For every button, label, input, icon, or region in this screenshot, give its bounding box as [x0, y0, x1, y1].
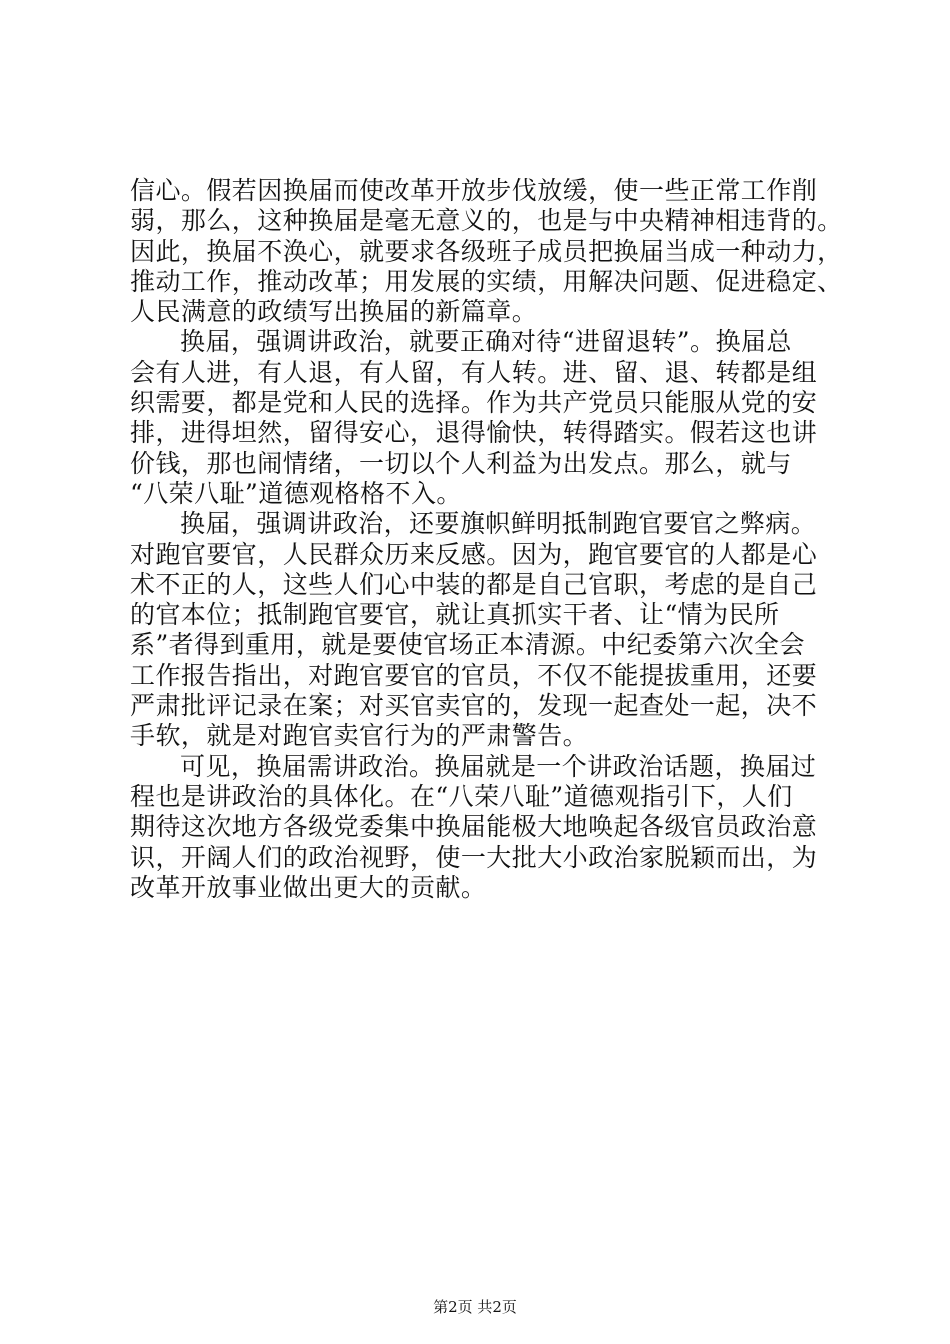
text-line: 系”者得到重用，就是要使官场正本清源。中纪委第六次全会 [130, 630, 805, 660]
text-line: 工作报告指出，对跑官要官的官员，不仅不能提拔重用，还要 [130, 660, 818, 690]
paragraph-first-line: 换届，强调讲政治，还要旗帜鲜明抵制跑官要官之弊病。 [180, 509, 817, 539]
text-line: “八荣八耻”道德观格格不入。 [130, 478, 462, 508]
text-line: 期待这次地方各级党委集中换届能极大地唤起各级官员政治意 [130, 812, 818, 842]
text-line: 对跑官要官，人民群众历来反感。因为，跑官要官的人都是心 [130, 539, 818, 569]
paragraph-first-line: 可见，换届需讲政治。换届就是一个讲政治话题，换届过 [180, 751, 817, 781]
text-line: 信心。假若因换届而使改革开放步伐放缓，使一些正常工作削 [130, 176, 818, 205]
text-line: 织需要，都是党和人民的选择。作为共产党员只能服从党的安 [130, 388, 818, 418]
document-body [130, 176, 843, 903]
text-line: 因此，换届不涣心，就要求各级班子成员把换届当成一种动力， [130, 236, 843, 266]
text-line: 排，进得坦然，留得安心，退得愉快，转得踏实。假若这也讲 [130, 418, 818, 448]
text-line: 会有人进，有人退，有人留，有人转。进、留、退、转都是组 [130, 357, 818, 387]
paragraph-first-line: 换届，强调讲政治，就要正确对待“进留退转”。换届总 [180, 327, 792, 357]
text-line: 的官本位；抵制跑官要官，就让真抓实干者、让“情为民所 [130, 600, 780, 630]
text-line: 价钱，那也闹情绪，一切以个人利益为出发点。那么，就与 [130, 448, 792, 478]
page-number-footer: 第2页 共2页 [433, 1298, 517, 1316]
text-line: 识，开阔人们的政治视野，使一大批大小政治家脱颖而出，为 [130, 842, 818, 872]
text-line: 严肃批评记录在案；对买官卖官的，发现一起查处一起，决不 [130, 691, 818, 721]
text-line: 手软，就是对跑官卖官行为的严肃警告。 [130, 721, 589, 751]
text-line: 改革开放事业做出更大的贡献。 [130, 872, 487, 902]
text-line: 推动工作，推动改革；用发展的实绩，用解决问题、促进稳定、 [130, 266, 843, 296]
text-line: 弱，那么，这种换届是毫无意义的，也是与中央精神相违背的。 [130, 206, 843, 236]
text-line: 程也是讲政治的具体化。在“八荣八耻”道德观指引下，人们 [130, 781, 793, 811]
text-line: 术不正的人，这些人们心中装的都是自己官职，考虑的是自己 [130, 569, 818, 599]
text-line: 人民满意的政绩写出换届的新篇章。 [130, 297, 538, 327]
